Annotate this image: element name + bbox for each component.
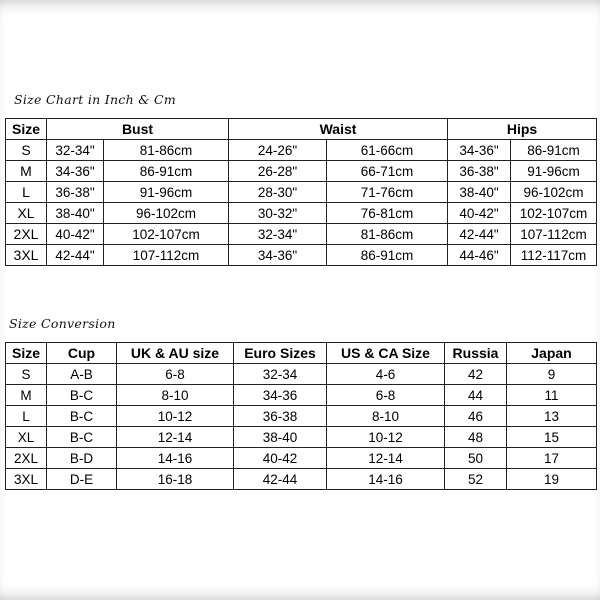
header-us-ca-size: US & CA Size [327,343,445,364]
cell: 15 [507,427,597,448]
table-row [6,385,597,406]
cell: 10-12 [327,427,445,448]
size-conversion-body [6,364,597,490]
size-conversion-table [5,342,597,490]
cell-waist-cm: 86-91cm [327,245,448,266]
cell: 44 [445,385,507,406]
cell: M [6,385,47,406]
cell-size: XL [6,203,47,224]
cell: 4-6 [327,364,445,385]
cell-hips-cm: 91-96cm [511,161,597,182]
cell-waist-in: 30-32" [229,203,327,224]
cell: 8-10 [327,406,445,427]
cell: 36-38 [234,406,327,427]
size-chart-table [5,118,597,266]
cell: 14-16 [327,469,445,490]
cell-waist-in: 32-34" [229,224,327,245]
table-row [6,140,597,161]
header-japan: Japan [507,343,597,364]
size-conversion-header-row [6,343,597,364]
size-chart-title: Size Chart in Inch & Cm [14,92,177,107]
header-uk-au-size: UK & AU size [117,343,234,364]
cell: 52 [445,469,507,490]
cell-bust-cm: 81-86cm [104,140,229,161]
table-row [6,406,597,427]
cell: 48 [445,427,507,448]
cell-size: S [6,140,47,161]
cell: 42 [445,364,507,385]
cell-waist-cm: 71-76cm [327,182,448,203]
cell-hips-in: 36-38" [448,161,511,182]
cell-bust-cm: 86-91cm [104,161,229,182]
cell: 9 [507,364,597,385]
cell-waist-in: 26-28" [229,161,327,182]
cell-waist-cm: 66-71cm [327,161,448,182]
cell: 11 [507,385,597,406]
cell: 46 [445,406,507,427]
cell: 6-8 [327,385,445,406]
cell: 14-16 [117,448,234,469]
cell-hips-cm: 107-112cm [511,224,597,245]
cell: 50 [445,448,507,469]
table-row [6,245,597,266]
cell-bust-in: 32-34" [47,140,104,161]
cell: 40-42 [234,448,327,469]
cell: 3XL [6,469,47,490]
cell: S [6,364,47,385]
table-row [6,203,597,224]
cell-hips-cm: 112-117cm [511,245,597,266]
cell: 17 [507,448,597,469]
cell-bust-in: 42-44" [47,245,104,266]
size-chart-header-row [6,119,597,140]
cell: 12-14 [327,448,445,469]
size-chart-body [6,140,597,266]
cell-bust-cm: 96-102cm [104,203,229,224]
header-cup: Cup [47,343,117,364]
cell: L [6,406,47,427]
cell-hips-cm: 86-91cm [511,140,597,161]
cell-hips-in: 40-42" [448,203,511,224]
cell-hips-cm: 96-102cm [511,182,597,203]
header-hips: Hips [448,119,597,140]
cell-waist-in: 28-30" [229,182,327,203]
header-euro-sizes: Euro Sizes [234,343,327,364]
cell-bust-cm: 91-96cm [104,182,229,203]
cell-bust-in: 36-38" [47,182,104,203]
cell: 6-8 [117,364,234,385]
cell-size: M [6,161,47,182]
cell-waist-in: 34-36" [229,245,327,266]
cell-bust-in: 40-42" [47,224,104,245]
cell-hips-cm: 102-107cm [511,203,597,224]
cell-waist-cm: 61-66cm [327,140,448,161]
cell: 8-10 [117,385,234,406]
cell-waist-in: 24-26" [229,140,327,161]
table-row [6,364,597,385]
cell: B-C [47,427,117,448]
header-size: Size [6,343,47,364]
cell-bust-cm: 107-112cm [104,245,229,266]
table-row [6,224,597,245]
cell-bust-in: 38-40" [47,203,104,224]
header-russia: Russia [445,343,507,364]
cell-hips-in: 38-40" [448,182,511,203]
cell-waist-cm: 76-81cm [327,203,448,224]
cell: 13 [507,406,597,427]
cell-hips-in: 44-46" [448,245,511,266]
cell-waist-cm: 81-86cm [327,224,448,245]
cell-size: 3XL [6,245,47,266]
cell: 10-12 [117,406,234,427]
cell: D-E [47,469,117,490]
header-size: Size [6,119,47,140]
cell-hips-in: 42-44" [448,224,511,245]
cell: 16-18 [117,469,234,490]
table-row [6,161,597,182]
cell: B-C [47,385,117,406]
cell-bust-cm: 102-107cm [104,224,229,245]
cell: 2XL [6,448,47,469]
cell-hips-in: 34-36" [448,140,511,161]
cell: 32-34 [234,364,327,385]
cell: B-D [47,448,117,469]
header-waist: Waist [229,119,448,140]
header-bust: Bust [47,119,229,140]
table-row [6,182,597,203]
cell: 12-14 [117,427,234,448]
cell-bust-in: 34-36" [47,161,104,182]
table-row [6,427,597,448]
table-row [6,469,597,490]
size-conversion-title: Size Conversion [9,316,116,331]
cell: XL [6,427,47,448]
cell: B-C [47,406,117,427]
cell: 38-40 [234,427,327,448]
cell-size: L [6,182,47,203]
cell: 34-36 [234,385,327,406]
cell: 42-44 [234,469,327,490]
cell: 19 [507,469,597,490]
cell: A-B [47,364,117,385]
table-row [6,448,597,469]
cell-size: 2XL [6,224,47,245]
